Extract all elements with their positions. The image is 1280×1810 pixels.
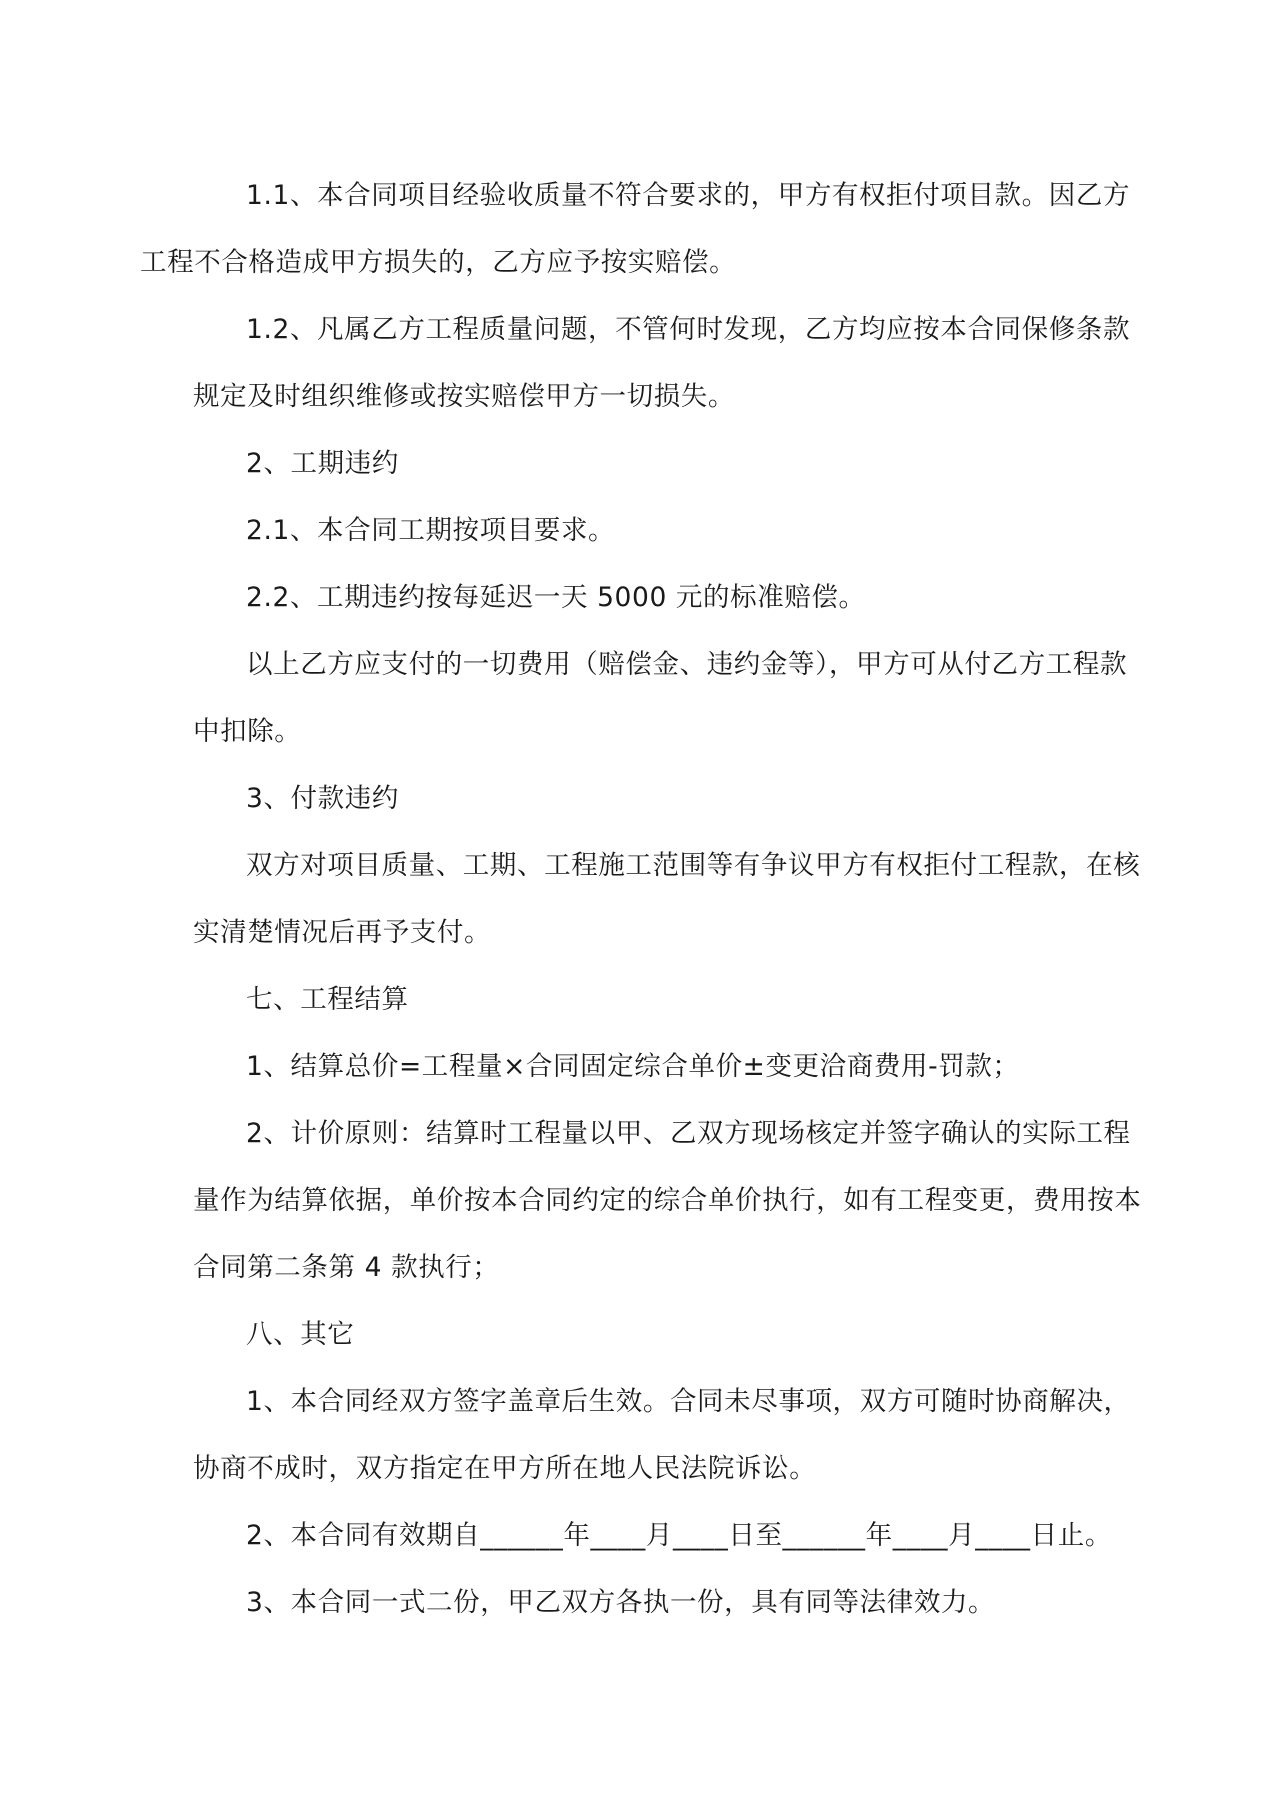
paragraph-line: 规定及时组织维修或按实赔偿甲方一切损失。 [193, 381, 735, 412]
paragraph-line: 2、计价原则：结算时工程量以甲、乙双方现场核定并签字确认的实际工程 [246, 1118, 1131, 1149]
clause-effective [193, 1368, 1131, 1502]
paragraph-line: 七、工程结算 [246, 984, 409, 1015]
paragraph-line: 合同第二条第 4 款执行； [193, 1252, 500, 1283]
paragraph-line: 1、本合同经双方签字盖章后生效。合同未尽事项，双方可随时协商解决， [246, 1386, 1131, 1417]
paragraph-line: 1、结算总价=工程量×合同固定综合单价±变更洽商费用-罚款； [246, 1051, 1020, 1082]
heading-other [193, 1301, 1088, 1368]
clause-2-1 [193, 497, 1088, 564]
heading-schedule-breach [193, 430, 1088, 497]
clause-settlement-price [193, 1033, 1088, 1100]
clause-validity-period [193, 1502, 1112, 1569]
paragraph-line: 3、付款违约 [246, 783, 399, 814]
document-body [140, 162, 1142, 1636]
paragraph-line: 以上乙方应支付的一切费用（赔偿金、违约金等），甲方可从付乙方工程款 [246, 649, 1128, 680]
paragraph-line: 中扣除。 [193, 716, 302, 747]
paragraph-line: 协商不成时，双方指定在甲方所在地人民法院诉讼。 [193, 1453, 817, 1484]
paragraph-line: 2.2、工期违约按每延迟一天 5000 元的标准赔偿。 [246, 582, 866, 613]
paragraph-line: 2、工期违约 [246, 448, 399, 479]
clause-copies [193, 1569, 1088, 1636]
clause-deduction [193, 631, 1128, 765]
paragraph-line: 1.1、本合同项目经验收质量不符合要求的，甲方有权拒付项目款。因乙方 [246, 180, 1131, 211]
paragraph-line: 2、本合同有效期自______年____月____日至______年____月____日止。 [246, 1520, 1112, 1551]
paragraph-line: 3、本合同一式二份，甲乙双方各执一份，具有同等法律效力。 [246, 1587, 996, 1618]
paragraph-line: 双方对项目质量、工期、工程施工范围等有争议甲方有权拒付工程款，在核 [246, 850, 1141, 881]
clause-pricing-principle [193, 1100, 1142, 1301]
paragraph-line: 2.1、本合同工期按项目要求。 [246, 515, 616, 546]
heading-settlement [193, 966, 1088, 1033]
paragraph-line: 工程不合格造成甲方损失的，乙方应予按实赔偿。 [140, 247, 737, 278]
paragraph-line: 八、其它 [246, 1319, 355, 1350]
paragraph-line: 实清楚情况后再予支付。 [193, 917, 492, 948]
paragraph-line: 量作为结算依据，单价按本合同约定的综合单价执行，如有工程变更，费用按本 [193, 1185, 1142, 1216]
clause-dispute [193, 832, 1141, 966]
clause-2-2 [193, 564, 1088, 631]
heading-payment-breach [193, 765, 1088, 832]
paragraph-line: 1.2、凡属乙方工程质量问题，不管何时发现，乙方均应按本合同保修条款 [246, 314, 1131, 345]
clause-1-1 [140, 162, 1131, 296]
clause-1-2 [193, 296, 1131, 430]
